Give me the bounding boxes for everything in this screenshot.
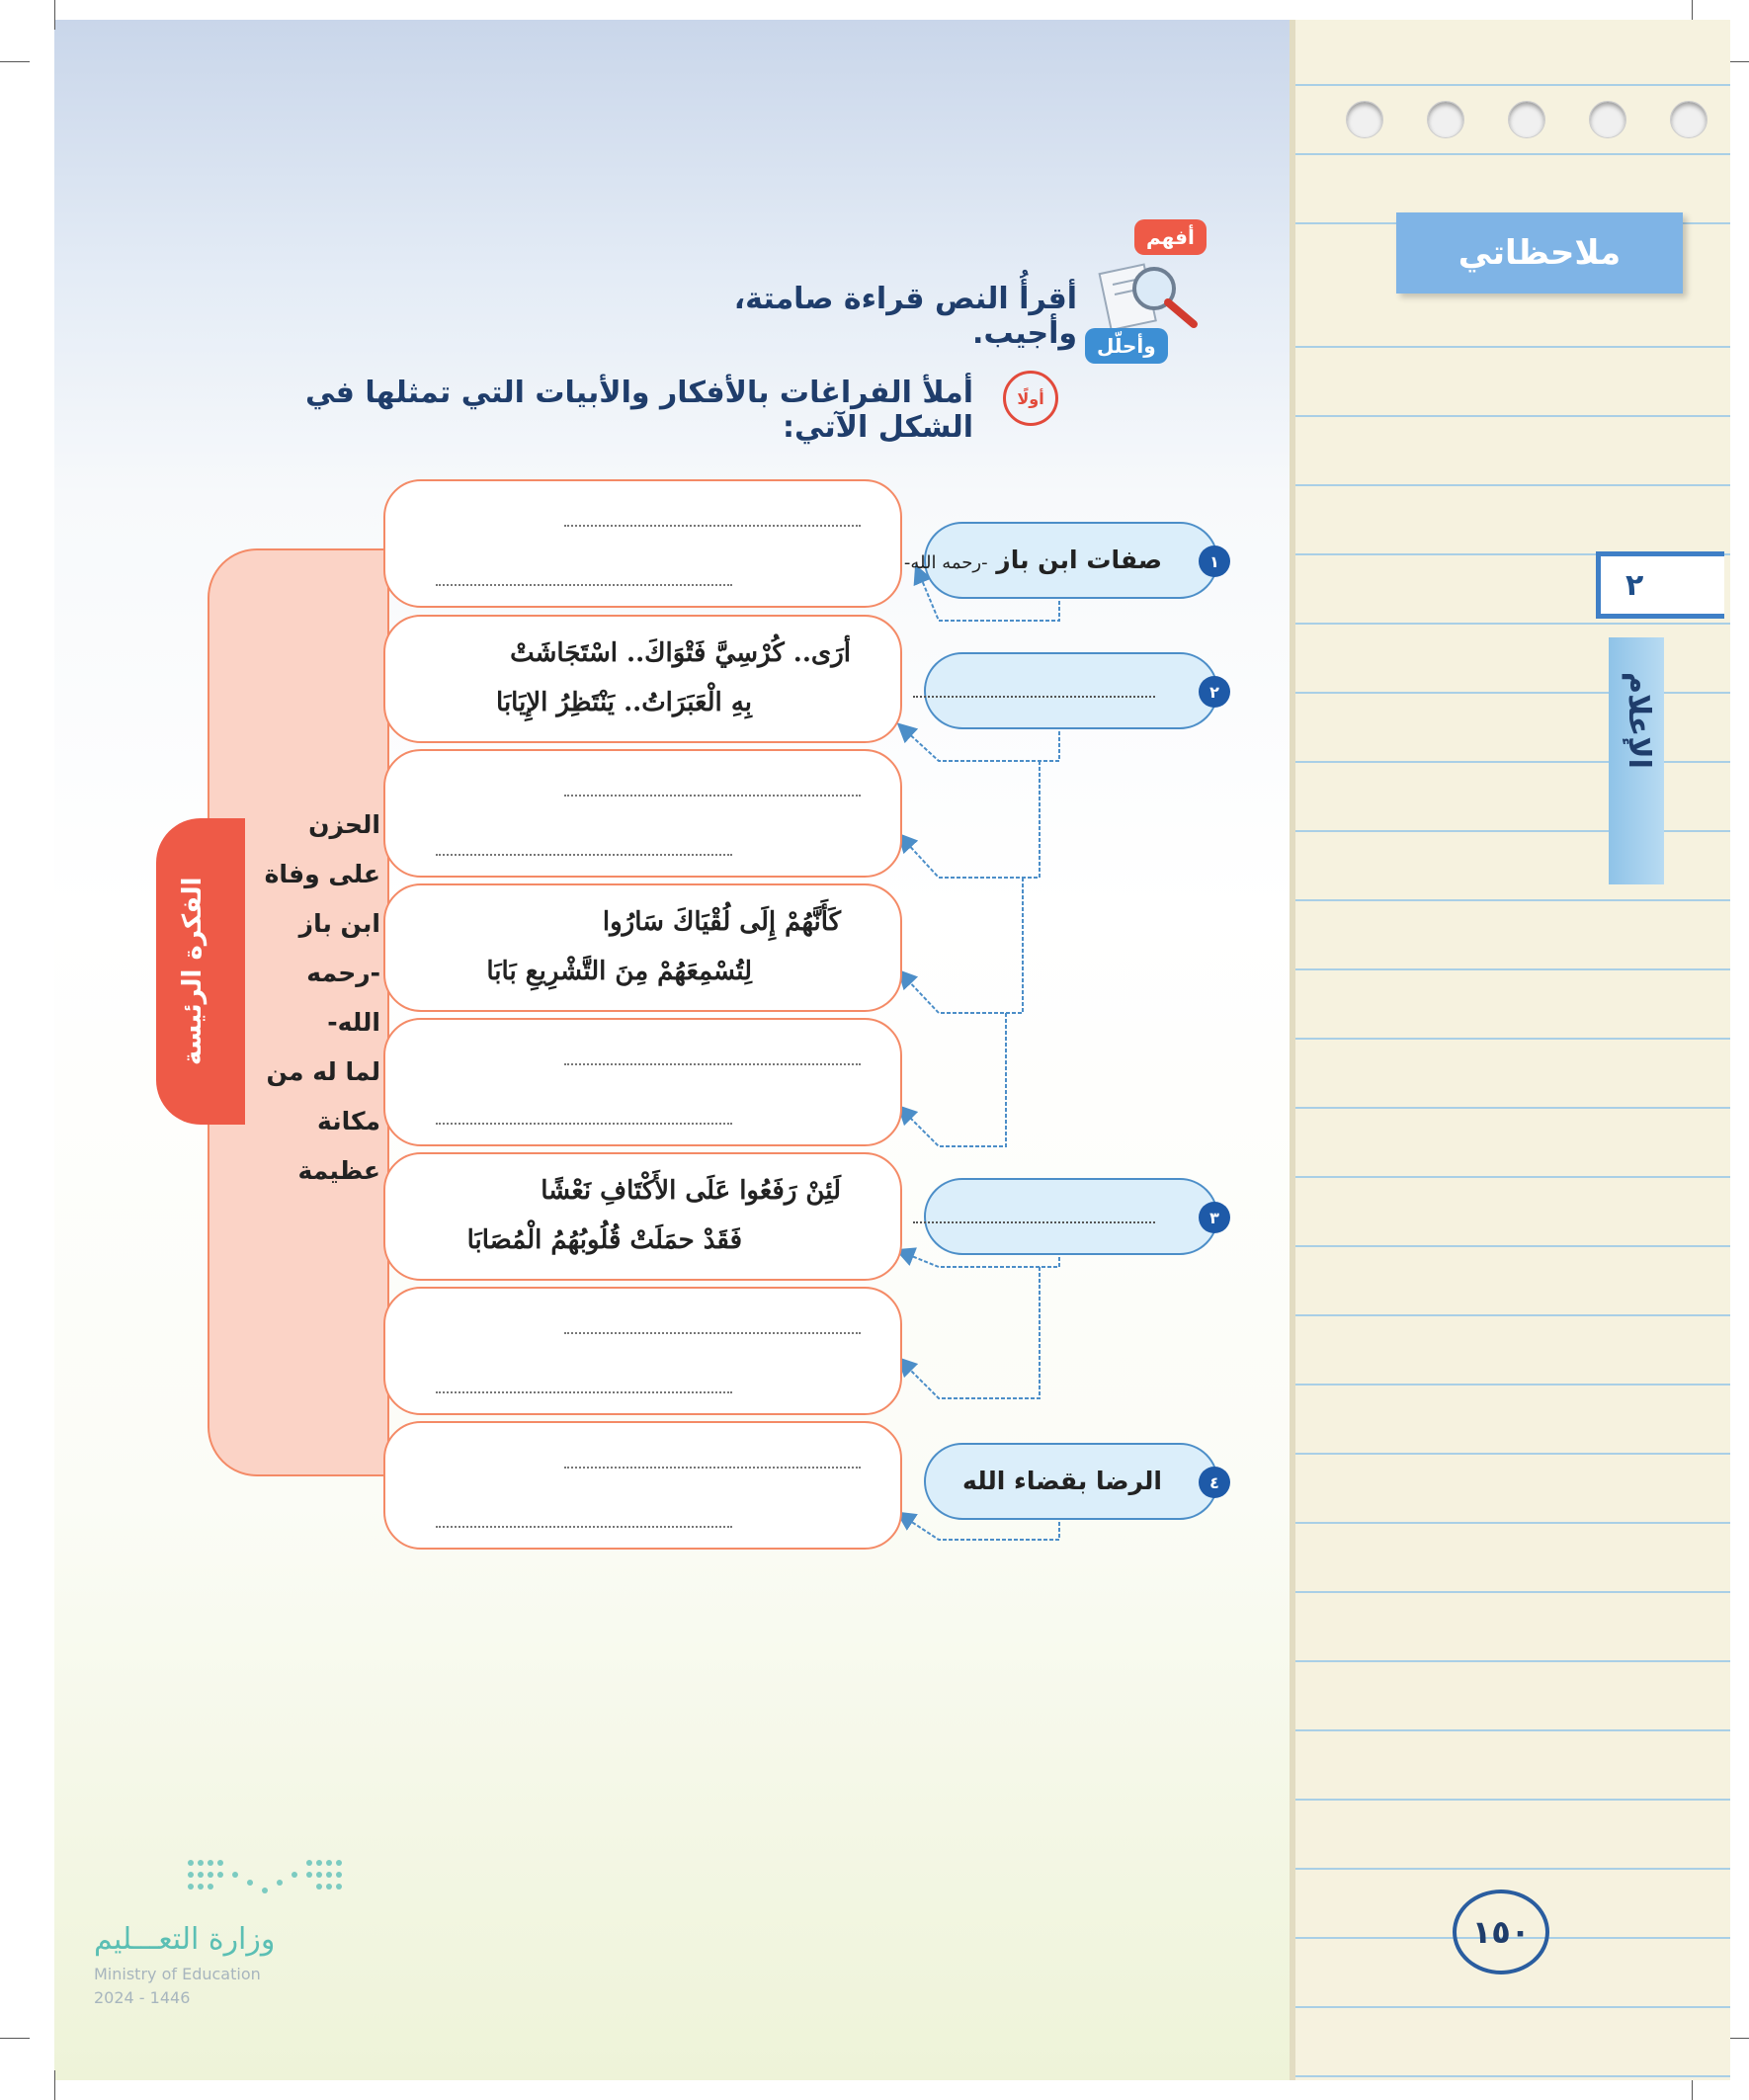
verse-line: لَئِنْ رَفَعُوا عَلَى الأَكْتَافِ نَعْشًا (541, 1176, 841, 1206)
notes-title: ملاحظاتي (1396, 212, 1683, 294)
idea-pill-blank[interactable] (924, 652, 1218, 729)
idea-text: صفات ابن باز -رحمه الله- (903, 546, 1162, 574)
blank-line[interactable] (913, 696, 1155, 698)
blank-line[interactable] (436, 852, 732, 856)
edition-year: 2024 - 1446 (94, 1988, 191, 2007)
blank-line[interactable] (564, 1330, 861, 1334)
main-idea-line: الحزن (308, 810, 380, 839)
answer-cell[interactable] (383, 1287, 902, 1415)
verse-cell (383, 615, 902, 743)
binder-hole (1427, 101, 1464, 138)
understand-badge: أفهم (1134, 219, 1207, 255)
instruction-text: أقرأُ النص قراءة صامتة، وأجيب. (733, 282, 1077, 351)
crop-mark (0, 2038, 30, 2039)
blank-line[interactable] (564, 1465, 861, 1469)
answer-cell[interactable] (383, 1018, 902, 1146)
verse-cell (383, 1152, 902, 1281)
ministry-logo-mark (181, 1853, 349, 1902)
verse-line: كَأَنَّهُمْ إِلَى لُقْيَاكَ سَارُوا (602, 907, 841, 937)
binder-hole (1346, 101, 1383, 138)
question-badge: أولًا (1003, 371, 1058, 426)
main-idea-line: لما له من (266, 1057, 380, 1086)
idea-number: ١ (1199, 546, 1230, 577)
binder-hole (1670, 101, 1707, 138)
ministry-name-ar: وزارة التعـــليم (94, 1922, 276, 1957)
answer-cell[interactable] (383, 749, 902, 878)
answer-cell[interactable] (383, 479, 902, 608)
analyze-badge: وأحلّل (1085, 328, 1168, 364)
unit-number: ٢ (1596, 551, 1724, 619)
crop-mark (54, 2070, 55, 2100)
unit-ribbon-title: الإعلام (1622, 672, 1656, 769)
main-idea-line: على وفاة (264, 860, 380, 888)
question-text: أملأ الفراغات بالأفكار والأبيات التي تمثلها في الشكل الآتي: (304, 376, 973, 445)
idea-pill-blank[interactable] (924, 1178, 1218, 1255)
verse-line: لِتُسْمِعَهُمْ مِنَ التَّشْرِيعِ بَابَا (486, 957, 752, 986)
crop-mark (54, 0, 55, 30)
main-idea-line: -رحمه الله- (306, 959, 380, 1037)
verse-line: بِهِ الْعَبَرَاتُ.. يَنْتَظِرُ الإِيَابَا (496, 688, 752, 717)
main-idea-label-text: الفكرة الرئيسة (178, 877, 208, 1066)
idea-number: ٢ (1199, 676, 1230, 708)
main-idea-text (252, 800, 380, 1196)
idea-number: ٤ (1199, 1467, 1230, 1498)
binder-hole (1508, 101, 1545, 138)
answer-cell[interactable] (383, 1421, 902, 1550)
blank-line[interactable] (564, 523, 861, 527)
verse-line: فَقَدْ حمَلَتْ قُلُوبُهُمُ الْمُصَابَا (466, 1225, 742, 1255)
idea-number: ٣ (1199, 1202, 1230, 1233)
ministry-name-en: Ministry of Education (94, 1965, 261, 1983)
binder-hole (1589, 101, 1626, 138)
verse-line: أرَى.. كُرْسِيَّ فَتْوَاكَ.. اسْتَجَاشَتْ (510, 638, 851, 668)
crop-mark (0, 61, 30, 62)
main-idea-line: عظيمة (297, 1156, 380, 1185)
blank-line[interactable] (564, 793, 861, 797)
blank-line[interactable] (436, 1121, 732, 1125)
blank-line[interactable] (913, 1221, 1155, 1223)
page-number: ١٥٠ (1453, 1890, 1549, 1974)
blank-line[interactable] (436, 1389, 732, 1393)
main-idea-label (156, 818, 245, 1125)
blank-line[interactable] (436, 1524, 732, 1528)
main-idea-line: ابن باز (298, 909, 380, 938)
blank-line[interactable] (564, 1061, 861, 1065)
idea-text: الرضا بقضاء الله (962, 1467, 1162, 1495)
verse-cell (383, 883, 902, 1012)
main-idea-line: مكانة (317, 1107, 380, 1135)
ministry-logo (94, 1853, 341, 2007)
blank-line[interactable] (436, 582, 732, 586)
idea-pill (924, 1443, 1218, 1520)
idea-pill (903, 522, 1219, 599)
notes-panel (1290, 20, 1730, 2080)
magnifier-document-icon (1097, 247, 1206, 336)
